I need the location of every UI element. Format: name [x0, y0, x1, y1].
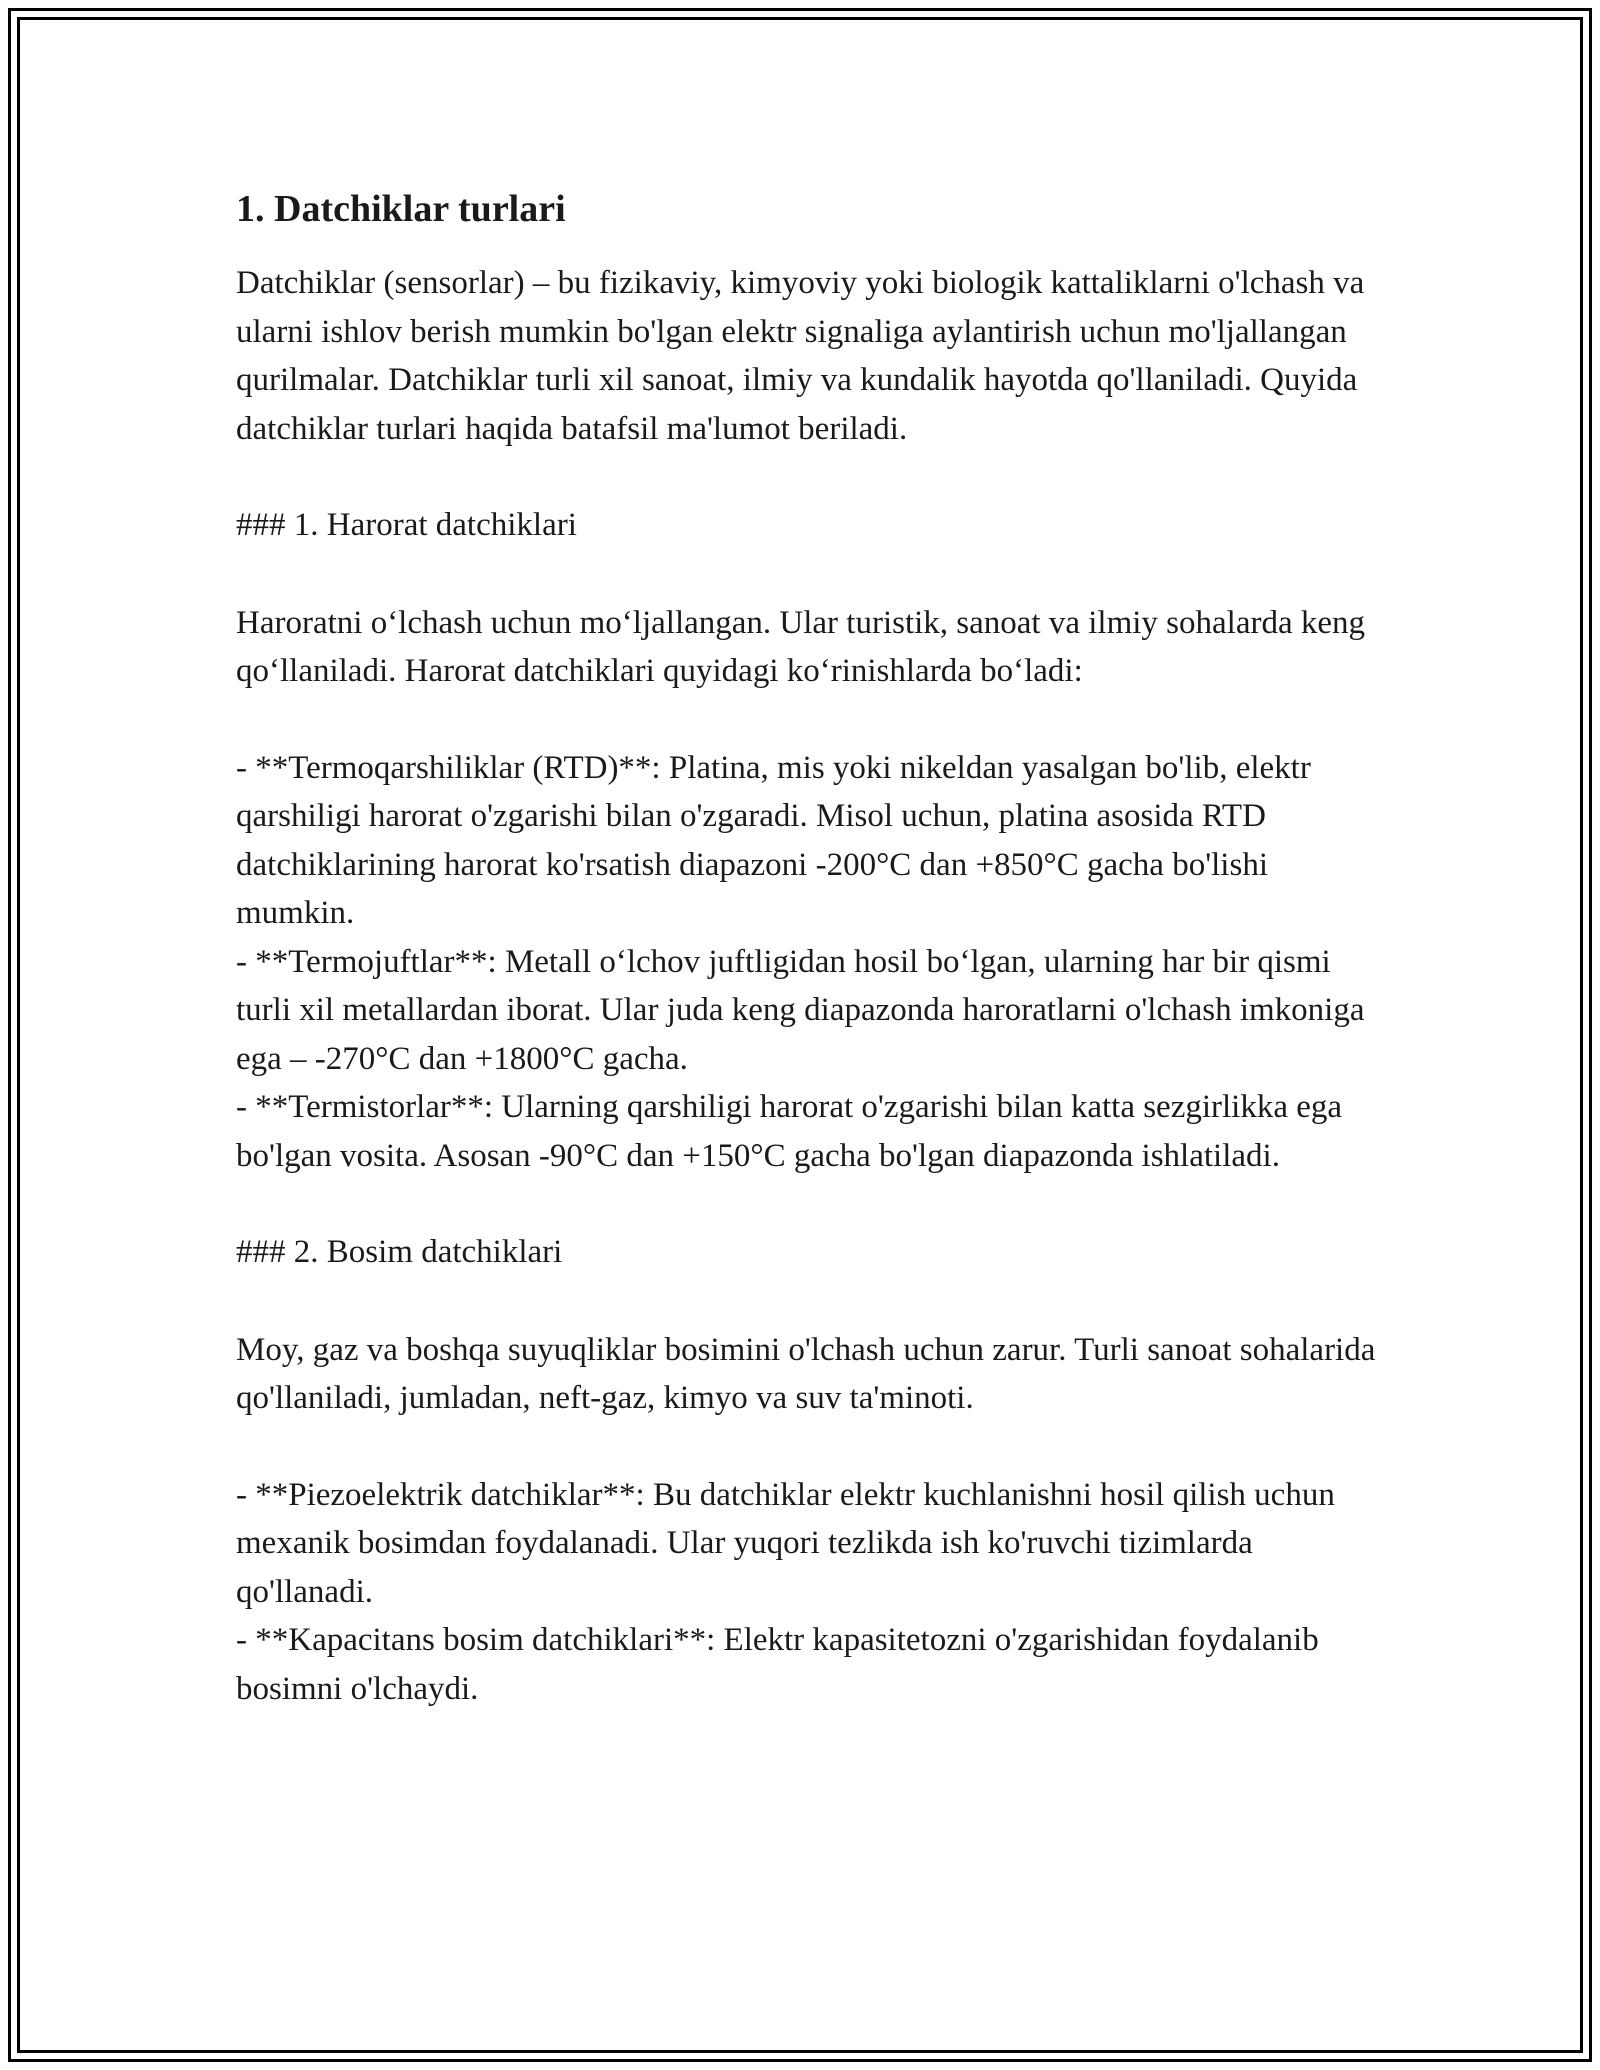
section-heading-pressure: ### 2. Bosim datchiklari: [236, 1234, 563, 1270]
pressure-sensor-list: [236, 1471, 1376, 1714]
list-item: - **Termoqarshiliklar (RTD)**: Platina, mis yoki nikeldan yasalgan bo'lib, elektr qarshiligi harorat o'zgarishi bilan o'zgaradi. Misol uchun, platina asosida RTD datchiklarining harorat ko'rsatish diapazoni -200°C dan +850°C gacha bo'lishi mumkin.: [236, 749, 1311, 931]
document-body: [236, 185, 1376, 1761]
list-item: - **Termojuftlar**: Metall oʻlchov juftligidan hosil boʻlgan, ularning har bir qismi turli xil metallardan iborat. Ular juda keng diapazonda haroratlarni o'lchash imkoniga ega – -270°C dan +1800°C gacha.: [236, 943, 1365, 1077]
list-item: - **Termistorlar**: Ularning qarshiligi harorat o'zgarishi bilan katta sezgirlikka ega bo'lgan vosita. Asosan -90°C dan +150°C gacha bo'lgan diapazonda ishlatiladi.: [236, 1089, 1343, 1174]
list-item: - **Piezoelektrik datchiklar**: Bu datchiklar elektr kuchlanishni hosil qilish uchun mexanik bosimdan foydalanadi. Ular yuqori tezlikda ish ko'ruvchi tizimlarda qo'llanadi.: [236, 1476, 1335, 1610]
list-item: - **Kapacitans bosim datchiklari**: Elektr kapasitetozni o'zgarishidan foydalanib bosimni o'lchaydi.: [236, 1622, 1319, 1707]
temperature-sensor-list: [236, 744, 1376, 1181]
section-paragraph-pressure: Moy, gaz va boshqa suyuqliklar bosimini o'lchash uchun zarur. Turli sanoat sohalarida qo'llaniladi, jumladan, neft-gaz, kimyo va suv ta'minoti.: [236, 1331, 1376, 1416]
section-heading-temperature: ### 1. Harorat datchiklari: [236, 507, 577, 543]
section-paragraph-temperature: Haroratni oʻlchash uchun moʻljallangan. Ular turistik, sanoat va ilmiy sohalarda keng qoʻllaniladi. Harorat datchiklari quyidagi koʻrinishlarda boʻladi:: [236, 604, 1366, 689]
intro-paragraph: Datchiklar (sensorlar) – bu fizikaviy, kimyoviy yoki biologik kattaliklarni o'lchash va ularni ishlov berish mumkin bo'lgan elektr signaliga aylantirish uchun mo'ljallangan qurilmalar. Datchiklar turli xil sanoat, ilmiy va kundalik hayotda qo'llaniladi. Quyida datchiklar turlari haqida batafsil ma'lumot beriladi.: [236, 265, 1365, 447]
document-title: 1. Datchiklar turlari: [236, 188, 566, 230]
